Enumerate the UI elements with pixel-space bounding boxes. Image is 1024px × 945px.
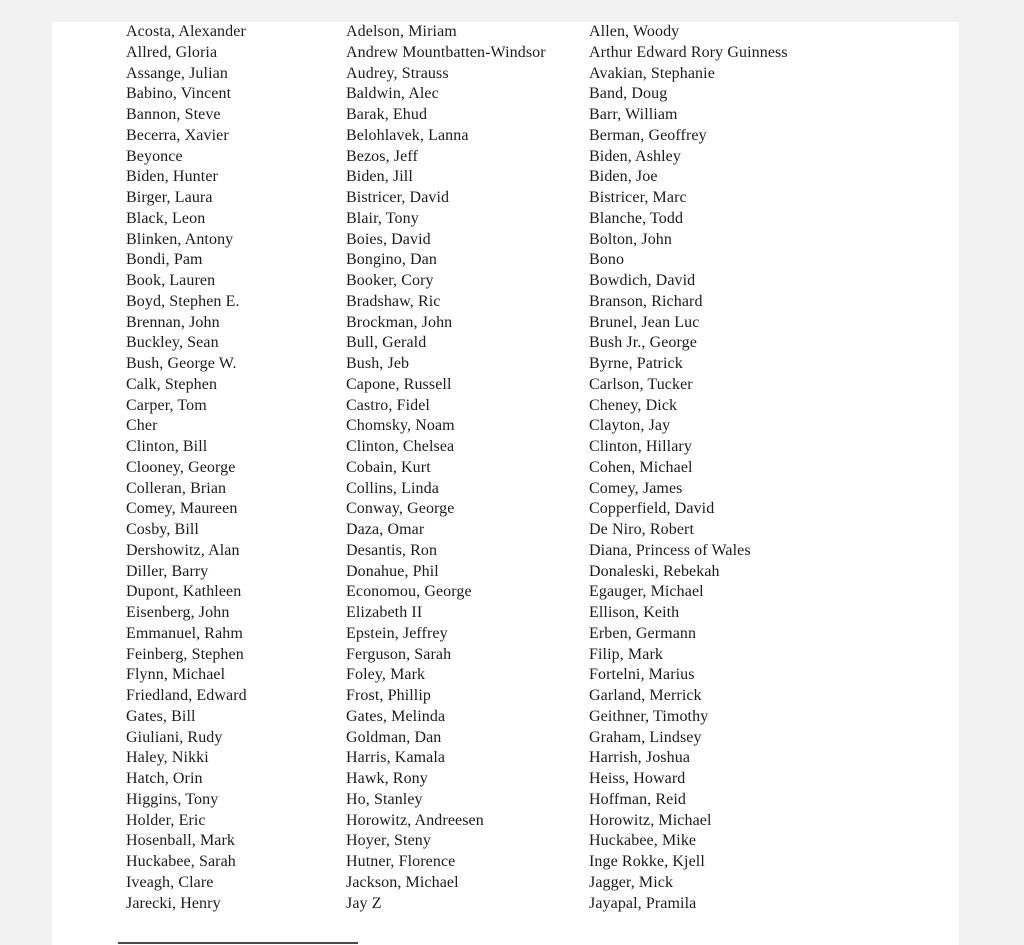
name-entry: Biden, Jill [346,168,413,186]
name-entry: Hawk, Rony [346,770,428,787]
name-entry: Epstein, Jeffrey [346,624,448,642]
name-entry: Bono [589,251,625,269]
name-entry: Goldman, Dan [346,728,442,746]
name-entry: Boyd, Stephen E. [126,292,240,310]
name-entry: Geithner, Timothy [589,707,709,725]
name-entry: Bolton, John [589,230,672,248]
name-entry: Buckley, Sean [126,334,219,352]
name-entry: Diana, Princess of Wales [589,541,751,559]
name-entry: Harris, Kamala [346,749,446,767]
name-entry: Giuliani, Rudy [126,728,223,746]
name-entry: Desantis, Ron [346,541,438,559]
name-entry: Bondi, Pam [126,251,203,269]
name-entry: Foley, Mark [346,666,426,684]
name-entry: Jagger, Mick [589,873,674,891]
name-entry: Huckabee, Sarah [126,853,236,870]
name-entry: Friedland, Edward [126,687,247,704]
name-entry: Graham, Lindsey [589,728,702,746]
name-entry: Bush Jr., George [589,334,697,352]
name-entry: Hoyer, Steny [346,832,431,850]
name-entry: Branson, Richard [589,292,703,310]
name-entry: Donahue, Phil [346,562,439,580]
name-entry: Comey, Maureen [126,500,238,518]
name-entry: Haley, Nikki [126,749,209,767]
name-entry: Ellison, Keith [589,604,680,621]
name-entry: Andrew Mountbatten-Windsor [346,43,546,61]
name-entry: Brunel, Jean Luc [589,313,700,331]
name-entry: Economou, George [346,583,472,601]
name-entry: Garland, Merrick [589,687,702,704]
name-entry: Arthur Edward Rory Guinness [589,43,788,61]
name-entry: Bull, Gerald [346,334,427,352]
name-entry: Booker, Cory [346,272,434,289]
name-entry: Blanche, Todd [589,209,684,227]
name-entry: Babino, Vincent [126,85,232,103]
name-entry: Boies, David [346,230,431,248]
name-entry: Carlson, Tucker [589,375,693,393]
name-entry: Holder, Eric [126,811,206,829]
name-entry: Acosta, Alexander [126,23,246,40]
name-entry: Elizabeth II [346,604,423,621]
name-entry: Cohen, Michael [589,458,693,476]
name-entry: Daza, Omar [346,521,425,538]
name-entry: Barr, William [589,106,678,123]
name-entry: Diller, Barry [126,562,209,580]
name-entry: Clayton, Jay [589,417,671,435]
name-entry: Biden, Ashley [589,147,681,165]
name-entry: Dershowitz, Alan [126,541,240,559]
name-entry: Allen, Woody [589,23,680,40]
name-entry: Beyonce [126,147,183,165]
name-entry: Blinken, Antony [126,230,234,248]
name-entry: Jarecki, Henry [126,894,221,912]
name-entry: Hatch, Orin [126,770,203,787]
name-entry: Capone, Russell [346,375,452,393]
name-entry: Audrey, Strauss [346,64,449,82]
name-entry: Belohlavek, Lanna [346,126,469,144]
name-entry: Carper, Tom [126,396,207,414]
name-entry: Birger, Laura [126,189,213,206]
name-entry: Byrne, Patrick [589,355,683,372]
name-entry: Clinton, Chelsea [346,438,455,455]
name-entry: Brennan, John [126,313,220,331]
name-entry: Dupont, Kathleen [126,583,242,601]
name-entry: Hoffman, Reid [589,790,686,808]
name-entry: Horowitz, Michael [589,811,712,829]
name-entry: Chomsky, Noam [346,417,455,435]
name-entry: Gates, Melinda [346,707,446,725]
name-entry: Ho, Stanley [346,790,423,808]
name-entry: Clinton, Bill [126,438,208,455]
name-entry: Bistricer, Marc [589,189,687,206]
name-entry: Higgins, Tony [126,790,219,808]
name-entry: Bradshaw, Ric [346,292,441,310]
name-entry: Berman, Geoffrey [589,126,707,144]
name-entry: Baldwin, Alec [346,85,439,103]
name-entry: Castro, Fidel [346,396,430,414]
name-entry: Erben, Germann [589,624,697,642]
name-entry: Bistricer, David [346,189,450,206]
name-entry: Jackson, Michael [346,873,459,891]
name-entry: Bush, Jeb [346,355,410,372]
name-entry: Conway, George [346,500,455,518]
name-entry: Feinberg, Stephen [126,645,244,663]
name-entry: Cosby, Bill [126,521,199,538]
name-entry: Allred, Gloria [126,43,218,61]
name-entry: Copperfield, David [589,500,715,518]
name-entry: Iveagh, Clare [126,873,214,891]
name-entry: Bezos, Jeff [346,147,418,165]
name-entry: Band, Doug [589,85,668,103]
name-entry: Comey, James [589,479,683,497]
name-entry: Black, Leon [126,209,206,227]
name-entry: Bannon, Steve [126,106,221,123]
name-entry: Avakian, Stephanie [589,64,715,82]
name-entry: Heiss, Howard [589,770,686,787]
name-entry: Jay Z [346,894,382,912]
name-entry: Inge Rokke, Kjell [589,853,705,870]
name-entry: Flynn, Michael [126,666,226,684]
horizontal-rule [118,942,358,944]
name-entry: Bush, George W. [126,355,237,372]
name-entry: Emmanuel, Rahm [126,624,243,642]
name-column-2 [346,22,546,914]
name-entry: Huckabee, Mike [589,832,697,850]
name-entry: Filip, Mark [589,645,663,663]
name-entry: Brockman, John [346,313,453,331]
name-entry: Cobain, Kurt [346,458,431,476]
name-entry: Cheney, Dick [589,396,678,414]
document-page [52,22,959,945]
name-entry: Frost, Phillip [346,687,431,704]
name-entry: Ferguson, Sarah [346,645,452,663]
name-entry: Book, Lauren [126,272,216,289]
name-entry: Jayapal, Pramila [589,894,697,912]
name-entry: Collins, Linda [346,479,439,497]
name-entry: Hosenball, Mark [126,832,236,850]
name-entry: Biden, Joe [589,168,658,186]
name-entry: Eisenberg, John [126,604,230,621]
name-entry: Calk, Stephen [126,375,218,393]
name-entry: Blair, Tony [346,209,419,227]
name-entry: De Niro, Robert [589,521,695,538]
name-entry: Adelson, Miriam [346,23,457,40]
name-entry: Harrish, Joshua [589,749,691,767]
name-entry: Hutner, Florence [346,853,456,870]
name-entry: Biden, Hunter [126,168,218,186]
name-entry: Clooney, George [126,458,236,476]
name-entry: Bongino, Dan [346,251,437,269]
name-entry: Clinton, Hillary [589,438,692,455]
name-entry: Gates, Bill [126,707,196,725]
name-entry: Egauger, Michael [589,583,704,601]
name-entry: Becerra, Xavier [126,126,229,144]
name-column-1 [126,22,247,914]
name-entry: Assange, Julian [126,64,228,82]
name-entry: Donaleski, Rebekah [589,562,720,580]
name-column-3 [589,22,788,914]
name-entry: Cher [126,417,158,435]
name-entry: Barak, Ehud [346,106,428,123]
name-entry: Bowdich, David [589,272,696,289]
name-entry: Horowitz, Andreesen [346,811,484,829]
name-entry: Colleran, Brian [126,479,227,497]
name-entry: Fortelni, Marius [589,666,695,684]
